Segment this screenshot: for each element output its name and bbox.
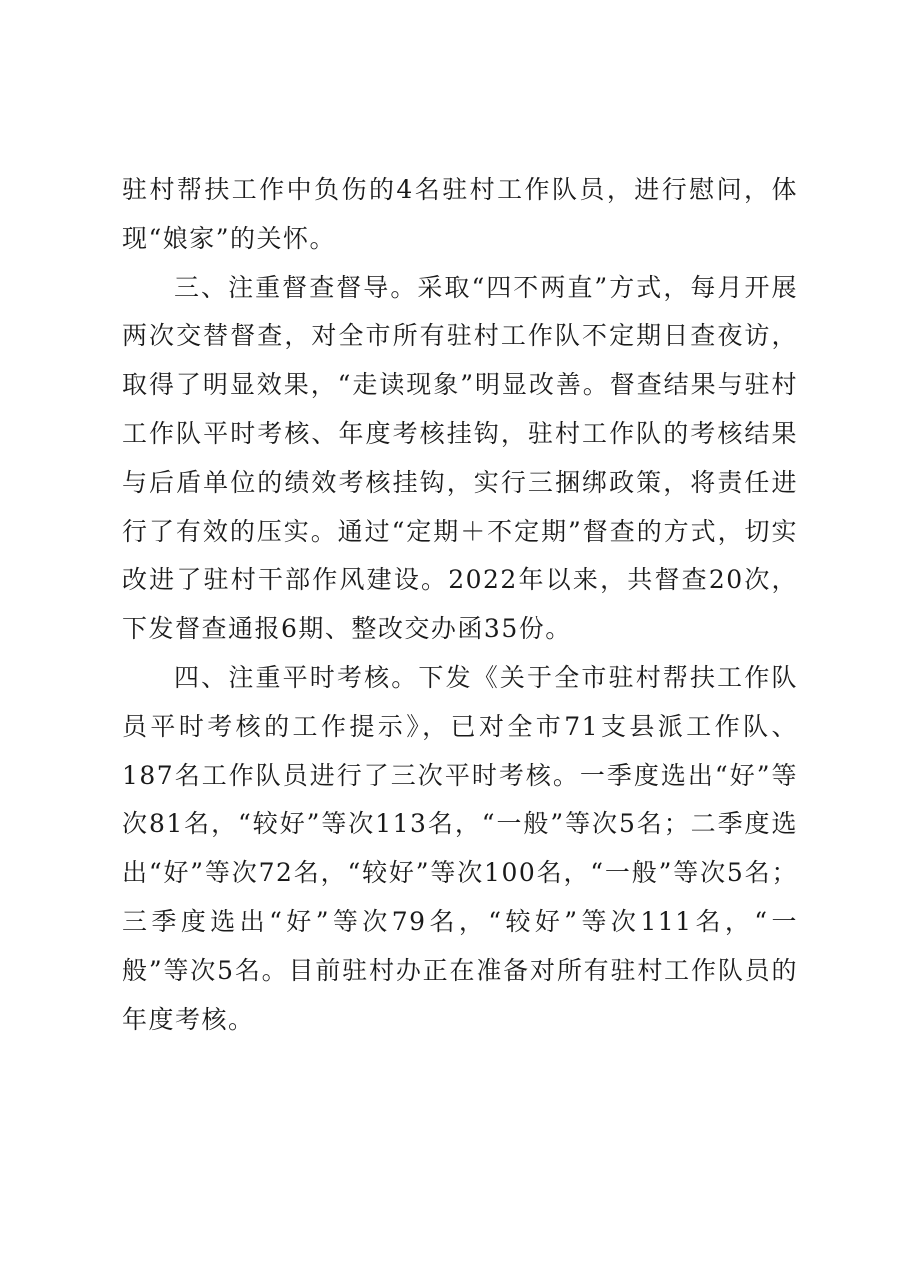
paragraph-condolence: 驻村帮扶工作中负伤的4名驻村工作队员，进行慰问，体现“娘家”的关怀。	[122, 175, 798, 253]
paragraph-assessment: 四、注重平时考核。下发《关于全市驻村帮扶工作队员平时考核的工作提示》，已对全市71支县派工作队、187名工作队员进行了三次平时考核。一季度选出“好”等次81名，“较好”等次113名，“一般”等次5名；二季度选出“好”等次72名，“较好”等次100名，“一般”等次5名；三季度选出“好”等次79名，“较好”等次111名，“一般”等次5名。目前驻村办正在准备对所有驻村工作队员的年度考核。	[122, 662, 798, 1034]
paragraph-supervision: 三、注重督查督导。采取“四不两直”方式，每月开展两次交替督查，对全市所有驻村工作队不定期日查夜访，取得了明显效果，“走读现象”明显改善。督查结果与驻村工作队平时考核、年度考核挂钩，驻村工作队的考核结果与后盾单位的绩效考核挂钩，实行三捆绑政策，将责任进行了有效的压实。通过“定期＋不定期”督查的方式，切实改进了驻村干部作风建设。2022年以来，共督查20次，下发督查通报6期、整改交办函35份。	[122, 272, 798, 644]
document-body	[122, 166, 798, 1044]
